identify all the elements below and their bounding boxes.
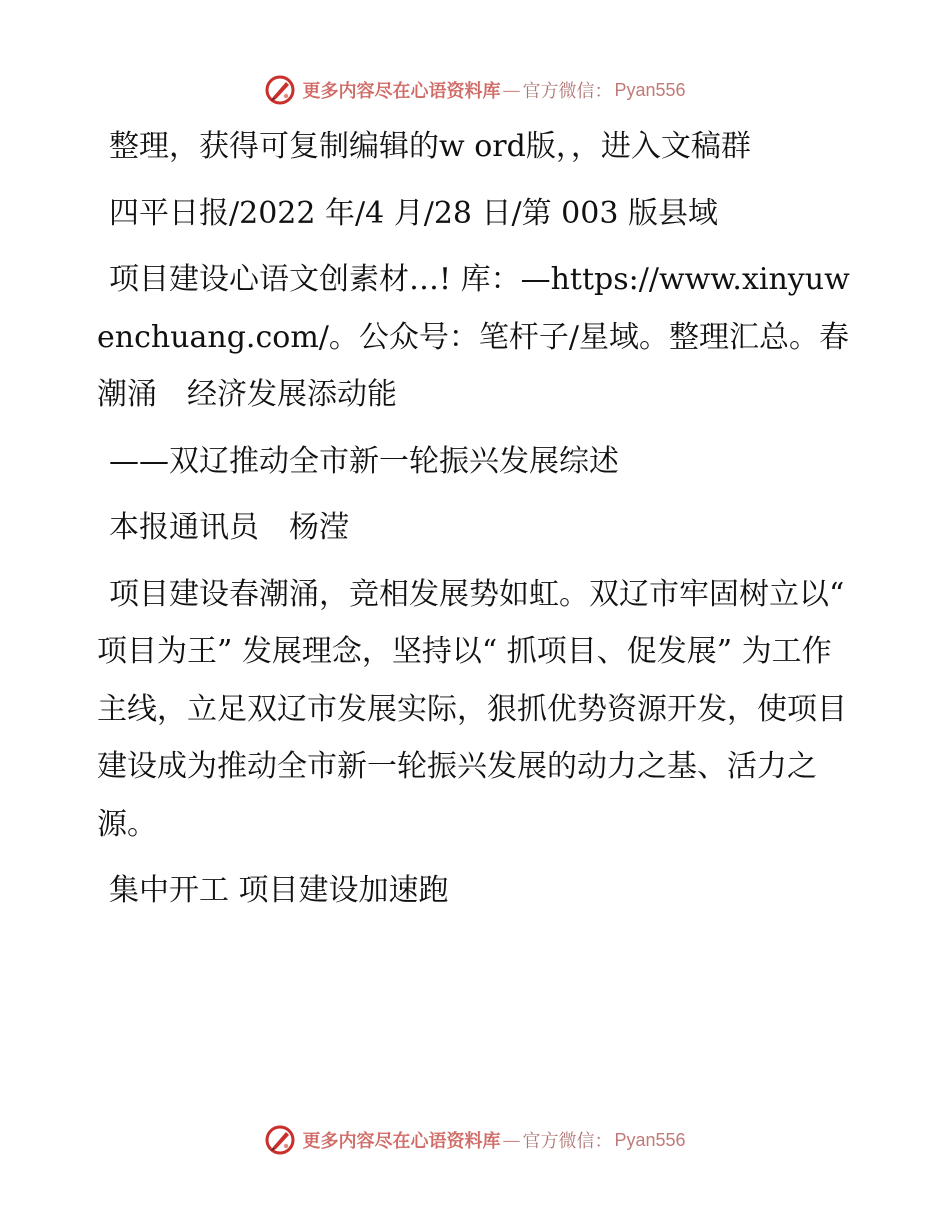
banner-wechat-id: Pyan556 — [614, 79, 686, 100]
banner-separator: — — [502, 79, 521, 101]
paragraph-subtitle: ——双辽推动全市新一轮振兴发展综述 — [109, 443, 619, 479]
banner-wechat-id: Pyan556 — [614, 1129, 686, 1150]
paragraph-title: 项目建设心语文创素材…! 库：—https://www.xinyuwenchuang.com/。公众号：笔杆子/星域。整理汇总。春潮涌 经济发展添动能 — [97, 262, 850, 412]
footer-banner — [0, 1120, 950, 1160]
banner-main-text: 更多内容尽在心语资料库 — [302, 81, 501, 102]
paragraph-lead: 项目建设春潮涌，竞相发展势如虹。双辽市牢固树立以“ 项目为王” 发展理念，坚持以“ 抓项目、促发展” 为工作主线，立足双辽市发展实际，狠抓优势资源开发，使项目建设成为推动全市新一轮振兴发展的动力之基、活力之源。 — [97, 576, 847, 842]
document-body — [97, 118, 857, 920]
paragraph-note: 整理，获得可复制编辑的w ord版，，进入文稿群 — [109, 129, 751, 164]
quill-pen-logo-icon — [264, 1124, 296, 1156]
banner-wechat-label: 官方微信： — [522, 81, 613, 102]
paragraph-source: 四平日报/2022 年/4 月/28 日/第 003 版县域 — [109, 195, 718, 231]
quill-pen-logo-icon — [264, 74, 296, 106]
header-banner — [0, 70, 950, 110]
paragraph-section-heading: 集中开工 项目建设加速跑 — [109, 873, 449, 908]
banner-wechat-label: 官方微信： — [522, 1131, 613, 1152]
paragraph-byline: 本报通讯员 杨滢 — [109, 510, 349, 545]
banner-separator: — — [502, 1129, 521, 1151]
banner-main-text: 更多内容尽在心语资料库 — [302, 1131, 501, 1152]
